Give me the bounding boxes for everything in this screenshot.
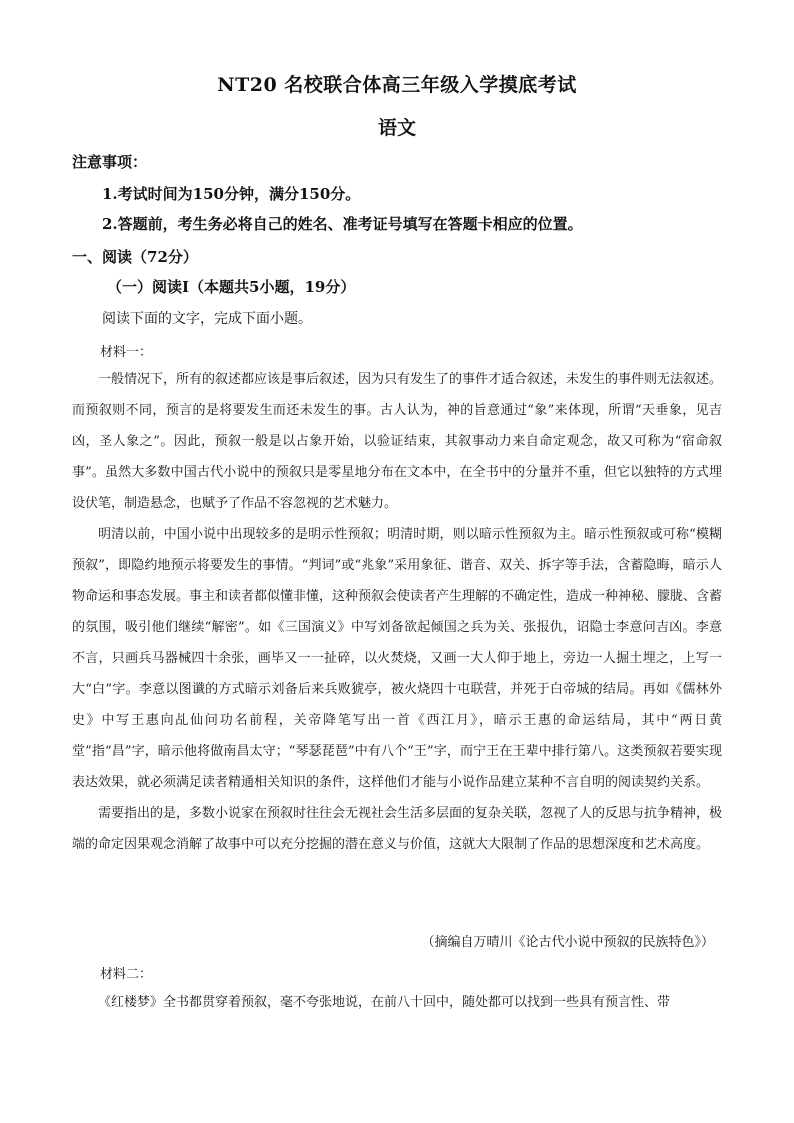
reading-instruction: 阅读下面的文字，完成下面小题。 xyxy=(102,311,312,327)
material-2-body xyxy=(72,987,722,1018)
material-2-label: 材料二： xyxy=(100,967,153,982)
material-1-paragraph: 需要指出的是，多数小说家在预叙时往往会无视社会生活多层面的复杂关联，忽视了人的反思与抗争精神，极端的命定因果观念消解了故事中可以充分挖掘的潜在意义与价值，这就大大限制了作品的思想深度和艺术高度。 xyxy=(72,806,723,852)
material-2-paragraph: 《红楼梦》全书都贯穿着预叙，毫不夸张地说，在前八十回中，随处都可以找到一些具有预言性、带 xyxy=(98,995,671,1010)
section-heading: 一、阅读（72分） xyxy=(72,248,198,266)
material-1-paragraph: 一般情况下，所有的叙述都应该是事后叙述，因为只有发生了的事件才适合叙述，未发生的事件则无法叙述。而预叙则不同，预言的是将要发生而还未发生的事。古人认为，神的旨意通过“象”来体现，所谓“天垂象，见吉凶，圣人象之”。因此，预叙一般是以占象开始，以验证结束，其叙事动力来自命定观念，故又可称为“宿命叙事”。虽然大多数中国古代小说中的预叙只是零星地分布在文本中，在全书中的分量并不重，但它以独特的方式埋设伏笔，制造悬念，也赋予了作品不容忽视的艺术魅力。 xyxy=(72,372,723,511)
material-1-label: 材料一： xyxy=(100,345,153,360)
exam-title: NT20 名校联合体高三年级入学摸底考试 xyxy=(217,74,577,96)
material-1-body xyxy=(72,364,722,860)
material-1-paragraph: 明清以前，中国小说中出现较多的是明示性预叙；明清时期，则以暗示性预叙为主。暗示性预叙或可称“模糊预叙”，即隐约地预示将要发生的事情。“判词”或“兆象”采用象征、谐音、双关、拆字等手法，含蓄隐晦，暗示人物命运和事态发展。事主和读者都似懂非懂，这种预叙会使读者产生理解的不确定性，造成一种神秘、朦胧、含蓄的氛围，吸引他们继续“解密”。如《三国演义》中写刘备欲起倾国之兵为关、张报仇，诏隐士李意问吉凶。李意不言，只画兵马器械四十余张，画毕又一一扯碎，以火焚烧，又画一大人仰于地上，旁边一人掘土埋之，上写一大“白”字。李意以图谶的方式暗示刘备后来兵败猇亭，被火烧四十屯联营，并死于白帝城的结局。再如《儒林外史》中写王惠向乩仙问功名前程，关帝降笔写出一首《西江月》，暗示王惠的命运结局，其中“两日黄堂”指“昌”字，暗示他将做南昌太守；“琴瑟琵琶”中有八个“王”字，而宁王在王辈中排行第八。这类预叙若要实现表达效果，就必须满足读者精通相关知识的条件，这样他们才能与小说作品建立某种不言自明的阅读契约关系。 xyxy=(72,527,723,790)
notice-item-1: 1.考试时间为150分钟，满分150分。 xyxy=(102,185,361,203)
notice-item-2: 2.答题前，考生务必将自己的姓名、准考证号填写在答题卡相应的位置。 xyxy=(102,215,583,233)
notice-heading: 注意事项： xyxy=(72,153,148,171)
section-subheading: （一）阅读Ⅰ（本题共5小题，19分） xyxy=(107,278,356,296)
subject-title: 语文 xyxy=(377,117,416,139)
material-1-source: （摘编自万晴川《论古代小说中预叙的民族特色》） xyxy=(421,935,714,950)
